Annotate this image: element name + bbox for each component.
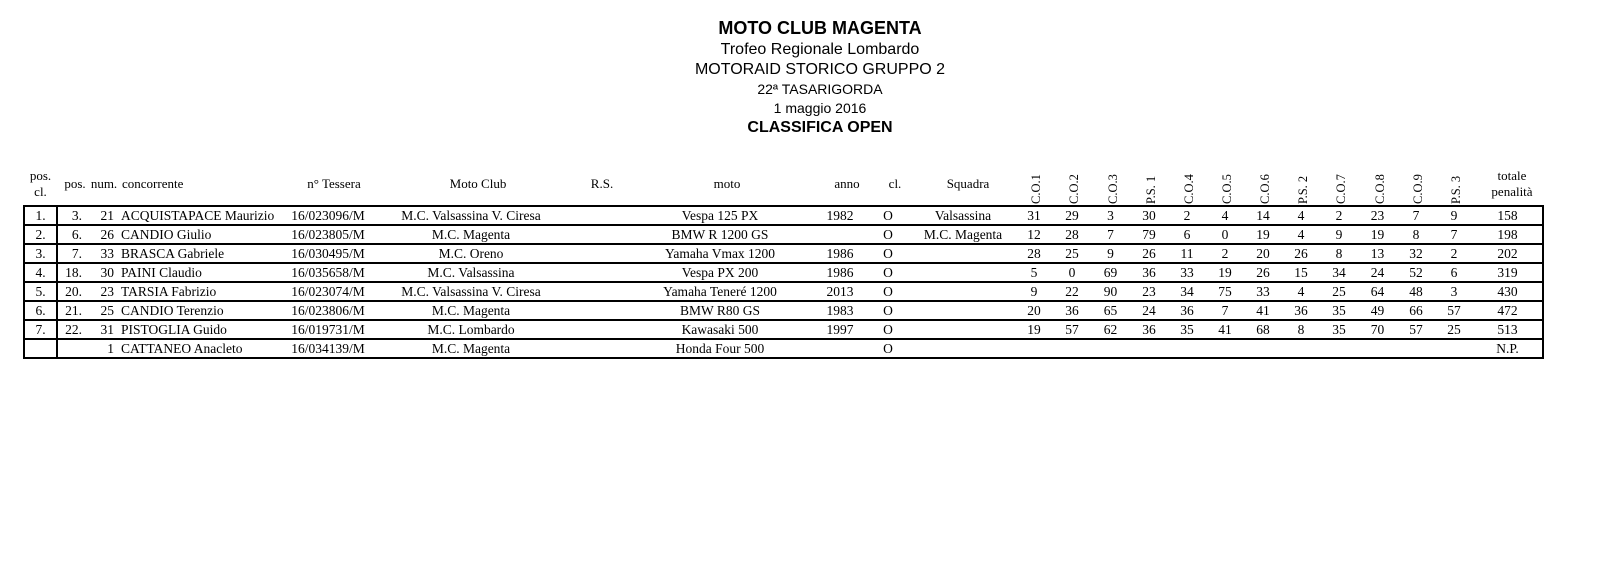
cell-stage-7 (1244, 339, 1282, 358)
cell-moto: Honda Four 500 (625, 339, 815, 358)
cell-tessera: 16/035658/M (279, 263, 377, 282)
event-date: 1 maggio 2016 (773, 100, 867, 116)
header-totale-line2: penalità (1491, 184, 1533, 199)
cell-totale: 513 (1473, 320, 1543, 339)
cell-tessera: 16/030495/M (279, 244, 377, 263)
cell-pos-cl: 3. (24, 244, 57, 263)
cell-stage-7: 41 (1244, 301, 1282, 320)
cell-anno: 2013 (815, 282, 865, 301)
cell-stage-11: 7 (1397, 206, 1435, 225)
header-tessera: n° Tessera (307, 176, 361, 191)
cell-stage-5: 2 (1168, 206, 1206, 225)
cell-rs (565, 244, 625, 263)
cell-stage-8 (1282, 339, 1320, 358)
cell-stage-2: 36 (1053, 301, 1091, 320)
cell-stage-12: 25 (1435, 320, 1473, 339)
header-squadra: Squadra (946, 176, 990, 191)
cell-rs (565, 320, 625, 339)
cell-stage-5 (1168, 339, 1206, 358)
cell-squadra (911, 244, 1015, 263)
cell-pos: 20. (57, 282, 88, 301)
cell-stage-8: 26 (1282, 244, 1320, 263)
cell-stage-10: 64 (1358, 282, 1397, 301)
header-stage-8-label: P.S. 2 (1296, 175, 1310, 204)
cell-stage-2: 57 (1053, 320, 1091, 339)
header-totale-line1: totale (1497, 168, 1527, 183)
header-stage-2-label: C.O.2 (1067, 174, 1081, 204)
cell-stage-5: 35 (1168, 320, 1206, 339)
cell-pos: 3. (57, 206, 88, 225)
cell-rs (565, 225, 625, 244)
cell-stage-8: 4 (1282, 206, 1320, 225)
cell-stage-9: 25 (1320, 282, 1358, 301)
cell-pos: 22. (57, 320, 88, 339)
classification-title: CLASSIFICA OPEN (747, 119, 893, 136)
cell-stage-1: 5 (1015, 263, 1053, 282)
cell-stage-6: 2 (1206, 244, 1244, 263)
header-stage-10 (1374, 166, 1390, 204)
cell-totale: N.P. (1473, 339, 1543, 358)
header-concorrente: concorrente (122, 176, 184, 191)
cell-stage-3: 7 (1091, 225, 1130, 244)
cell-num: 23 (88, 282, 117, 301)
cell-moto-club: M.C. Magenta (377, 301, 565, 320)
table-row (24, 301, 1543, 320)
cell-cl: O (865, 244, 911, 263)
cell-stage-10 (1358, 339, 1397, 358)
header-stage-7 (1259, 166, 1275, 204)
cell-squadra: M.C. Magenta (911, 225, 1015, 244)
cell-pos: 6. (57, 225, 88, 244)
cell-stage-1: 9 (1015, 282, 1053, 301)
cell-rs (565, 339, 625, 358)
cell-anno: 1986 (815, 263, 865, 282)
cell-stage-11 (1397, 339, 1435, 358)
cell-stage-11: 57 (1397, 320, 1435, 339)
cell-stage-4: 36 (1130, 263, 1168, 282)
cell-moto: BMW R 1200 GS (625, 225, 815, 244)
cell-rs (565, 206, 625, 225)
cell-moto-club: M.C. Magenta (377, 225, 565, 244)
cell-concorrente: ACQUISTAPACE Maurizio (117, 206, 279, 225)
cell-pos: 18. (57, 263, 88, 282)
cell-stage-4 (1130, 339, 1168, 358)
cell-totale: 319 (1473, 263, 1543, 282)
cell-stage-11: 32 (1397, 244, 1435, 263)
cell-stage-10: 70 (1358, 320, 1397, 339)
cell-num: 1 (88, 339, 117, 358)
header-moto-club: Moto Club (449, 176, 507, 191)
cell-totale: 430 (1473, 282, 1543, 301)
cell-moto-club: M.C. Valsassina V. Ciresa (377, 282, 565, 301)
cell-stage-3: 3 (1091, 206, 1130, 225)
cell-tessera: 16/023096/M (279, 206, 377, 225)
cell-stage-11: 48 (1397, 282, 1435, 301)
cell-stage-9: 34 (1320, 263, 1358, 282)
cell-stage-2: 25 (1053, 244, 1091, 263)
cell-pos-cl: 5. (24, 282, 57, 301)
cell-totale: 158 (1473, 206, 1543, 225)
cell-tessera: 16/019731/M (279, 320, 377, 339)
header-stage-1-label: C.O.1 (1029, 174, 1043, 204)
table-header (24, 160, 1580, 206)
cell-concorrente: TARSIA Fabrizio (117, 282, 279, 301)
cell-stage-4: 36 (1130, 320, 1168, 339)
cell-num: 26 (88, 225, 117, 244)
header-stage-4-label: P.S. 1 (1144, 175, 1158, 204)
cell-num: 33 (88, 244, 117, 263)
cell-stage-3: 65 (1091, 301, 1130, 320)
cell-stage-9: 35 (1320, 320, 1358, 339)
cell-rs (565, 282, 625, 301)
cell-stage-1: 12 (1015, 225, 1053, 244)
cell-totale: 198 (1473, 225, 1543, 244)
cell-squadra: Valsassina (911, 206, 1015, 225)
club-title: MOTO CLUB MAGENTA (718, 18, 922, 38)
cell-stage-5: 36 (1168, 301, 1206, 320)
cell-tessera: 16/023074/M (279, 282, 377, 301)
cell-moto: Yamaha Teneré 1200 (625, 282, 815, 301)
header-num: num. (90, 176, 118, 191)
cell-cl: O (865, 206, 911, 225)
cell-stage-12: 9 (1435, 206, 1473, 225)
cell-stage-4: 24 (1130, 301, 1168, 320)
header-pos: pos. (64, 176, 86, 191)
cell-stage-12: 2 (1435, 244, 1473, 263)
cell-anno: 1986 (815, 244, 865, 263)
cell-stage-12: 3 (1435, 282, 1473, 301)
cell-stage-6: 75 (1206, 282, 1244, 301)
cell-stage-8: 4 (1282, 282, 1320, 301)
cell-moto: Vespa 125 PX (625, 206, 815, 225)
cell-stage-1: 20 (1015, 301, 1053, 320)
header-pos-cl-line1: pos. (29, 168, 52, 183)
cell-stage-2: 22 (1053, 282, 1091, 301)
header-stage-10-label: C.O.8 (1373, 174, 1387, 204)
cell-concorrente: PISTOGLIA Guido (117, 320, 279, 339)
cell-cl: O (865, 339, 911, 358)
cell-stage-10: 19 (1358, 225, 1397, 244)
header-stage-12-label: P.S. 3 (1449, 175, 1463, 204)
cell-stage-8: 15 (1282, 263, 1320, 282)
results-table (23, 205, 1544, 359)
cell-stage-11: 8 (1397, 225, 1435, 244)
cell-moto: Yamaha Vmax 1200 (625, 244, 815, 263)
cell-cl: O (865, 320, 911, 339)
header-stage-2 (1068, 166, 1084, 204)
cell-stage-7: 19 (1244, 225, 1282, 244)
cell-num: 31 (88, 320, 117, 339)
cell-stage-3 (1091, 339, 1130, 358)
cell-stage-8: 4 (1282, 225, 1320, 244)
header-cl: cl. (888, 176, 902, 191)
header-stage-7-label: C.O.6 (1258, 174, 1272, 204)
cell-concorrente: BRASCA Gabriele (117, 244, 279, 263)
header-stage-3-label: C.O.3 (1106, 174, 1120, 204)
table-row (24, 320, 1543, 339)
header-stage-8 (1297, 166, 1313, 204)
cell-stage-8: 36 (1282, 301, 1320, 320)
trophy-subtitle: Trofeo Regionale Lombardo (720, 41, 920, 58)
cell-stage-1: 19 (1015, 320, 1053, 339)
cell-stage-10: 23 (1358, 206, 1397, 225)
cell-stage-5: 34 (1168, 282, 1206, 301)
group-title: MOTORAID STORICO GRUPPO 2 (694, 61, 946, 78)
cell-pos-cl: 1. (24, 206, 57, 225)
cell-squadra (911, 339, 1015, 358)
event-name: 22ª TASARIGORDA (757, 81, 883, 97)
table-row (24, 339, 1543, 358)
cell-stage-4: 30 (1130, 206, 1168, 225)
cell-pos-cl (24, 339, 57, 358)
cell-concorrente: CANDIO Terenzio (117, 301, 279, 320)
header-stage-12 (1450, 166, 1466, 204)
cell-stage-2: 29 (1053, 206, 1091, 225)
cell-stage-3: 9 (1091, 244, 1130, 263)
header-stage-9-label: C.O.7 (1334, 174, 1348, 204)
cell-stage-6: 0 (1206, 225, 1244, 244)
cell-stage-5: 33 (1168, 263, 1206, 282)
cell-stage-7: 26 (1244, 263, 1282, 282)
cell-anno: 1983 (815, 301, 865, 320)
cell-stage-5: 6 (1168, 225, 1206, 244)
cell-stage-7: 20 (1244, 244, 1282, 263)
cell-tessera: 16/034139/M (279, 339, 377, 358)
cell-stage-6: 7 (1206, 301, 1244, 320)
header-pos-cl (24, 168, 57, 200)
cell-anno (815, 225, 865, 244)
cell-concorrente: CANDIO Giulio (117, 225, 279, 244)
cell-stage-2 (1053, 339, 1091, 358)
cell-stage-1: 31 (1015, 206, 1053, 225)
cell-stage-10: 13 (1358, 244, 1397, 263)
cell-stage-10: 49 (1358, 301, 1397, 320)
cell-anno: 1997 (815, 320, 865, 339)
cell-pos-cl: 7. (24, 320, 57, 339)
cell-squadra (911, 320, 1015, 339)
cell-concorrente: PAINI Claudio (117, 263, 279, 282)
cell-cl: O (865, 282, 911, 301)
cell-stage-3: 90 (1091, 282, 1130, 301)
table-row (24, 225, 1543, 244)
cell-squadra (911, 263, 1015, 282)
cell-pos (57, 339, 88, 358)
cell-cl: O (865, 301, 911, 320)
cell-tessera: 16/023805/M (279, 225, 377, 244)
report-header (0, 18, 1600, 138)
header-pos-cl-line2: cl. (34, 184, 47, 199)
cell-rs (565, 263, 625, 282)
cell-stage-7: 33 (1244, 282, 1282, 301)
header-stage-11-label: C.O.9 (1411, 174, 1425, 204)
header-stage-6 (1221, 166, 1237, 204)
cell-stage-3: 69 (1091, 263, 1130, 282)
header-anno: anno (834, 176, 860, 191)
cell-stage-9: 8 (1320, 244, 1358, 263)
cell-pos: 7. (57, 244, 88, 263)
cell-stage-9: 9 (1320, 225, 1358, 244)
results-body (24, 206, 1543, 358)
cell-stage-12: 7 (1435, 225, 1473, 244)
header-stage-3 (1107, 166, 1123, 204)
cell-stage-9 (1320, 339, 1358, 358)
cell-stage-12: 6 (1435, 263, 1473, 282)
cell-stage-6: 41 (1206, 320, 1244, 339)
cell-pos-cl: 6. (24, 301, 57, 320)
header-stage-9 (1335, 166, 1351, 204)
cell-stage-12: 57 (1435, 301, 1473, 320)
cell-stage-2: 28 (1053, 225, 1091, 244)
cell-moto-club: M.C. Oreno (377, 244, 565, 263)
cell-moto-club: M.C. Lombardo (377, 320, 565, 339)
cell-stage-4: 79 (1130, 225, 1168, 244)
cell-squadra (911, 301, 1015, 320)
cell-pos-cl: 4. (24, 263, 57, 282)
header-stage-11 (1412, 166, 1428, 204)
cell-num: 25 (88, 301, 117, 320)
cell-stage-4: 23 (1130, 282, 1168, 301)
cell-moto-club: M.C. Magenta (377, 339, 565, 358)
cell-moto-club: M.C. Valsassina (377, 263, 565, 282)
header-stage-1 (1030, 166, 1046, 204)
cell-cl: O (865, 225, 911, 244)
cell-num: 21 (88, 206, 117, 225)
cell-num: 30 (88, 263, 117, 282)
cell-squadra (911, 282, 1015, 301)
cell-stage-12 (1435, 339, 1473, 358)
cell-stage-11: 66 (1397, 301, 1435, 320)
cell-rs (565, 301, 625, 320)
cell-stage-1: 28 (1015, 244, 1053, 263)
cell-moto: Kawasaki 500 (625, 320, 815, 339)
cell-cl: O (865, 263, 911, 282)
table-row (24, 244, 1543, 263)
cell-stage-6 (1206, 339, 1244, 358)
cell-stage-4: 26 (1130, 244, 1168, 263)
cell-moto: Vespa PX 200 (625, 263, 815, 282)
cell-stage-7: 14 (1244, 206, 1282, 225)
header-rs: R.S. (590, 176, 614, 191)
cell-stage-11: 52 (1397, 263, 1435, 282)
header-moto: moto (713, 176, 741, 191)
cell-stage-8: 8 (1282, 320, 1320, 339)
cell-stage-6: 4 (1206, 206, 1244, 225)
cell-anno: 1982 (815, 206, 865, 225)
header-totale (1479, 168, 1545, 200)
header-stage-6-label: C.O.5 (1220, 174, 1234, 204)
cell-stage-9: 35 (1320, 301, 1358, 320)
cell-stage-5: 11 (1168, 244, 1206, 263)
cell-anno (815, 339, 865, 358)
table-row (24, 282, 1543, 301)
cell-pos-cl: 2. (24, 225, 57, 244)
header-stage-5 (1183, 166, 1199, 204)
cell-stage-10: 24 (1358, 263, 1397, 282)
cell-stage-3: 62 (1091, 320, 1130, 339)
cell-moto-club: M.C. Valsassina V. Ciresa (377, 206, 565, 225)
cell-stage-7: 68 (1244, 320, 1282, 339)
header-stage-5-label: C.O.4 (1182, 174, 1196, 204)
cell-stage-6: 19 (1206, 263, 1244, 282)
cell-stage-9: 2 (1320, 206, 1358, 225)
cell-stage-1 (1015, 339, 1053, 358)
header-stage-4 (1145, 166, 1161, 204)
cell-concorrente: CATTANEO Anacleto (117, 339, 279, 358)
cell-tessera: 16/023806/M (279, 301, 377, 320)
cell-totale: 472 (1473, 301, 1543, 320)
cell-moto: BMW R80 GS (625, 301, 815, 320)
table-row (24, 263, 1543, 282)
cell-totale: 202 (1473, 244, 1543, 263)
cell-stage-2: 0 (1053, 263, 1091, 282)
cell-pos: 21. (57, 301, 88, 320)
table-row (24, 206, 1543, 225)
